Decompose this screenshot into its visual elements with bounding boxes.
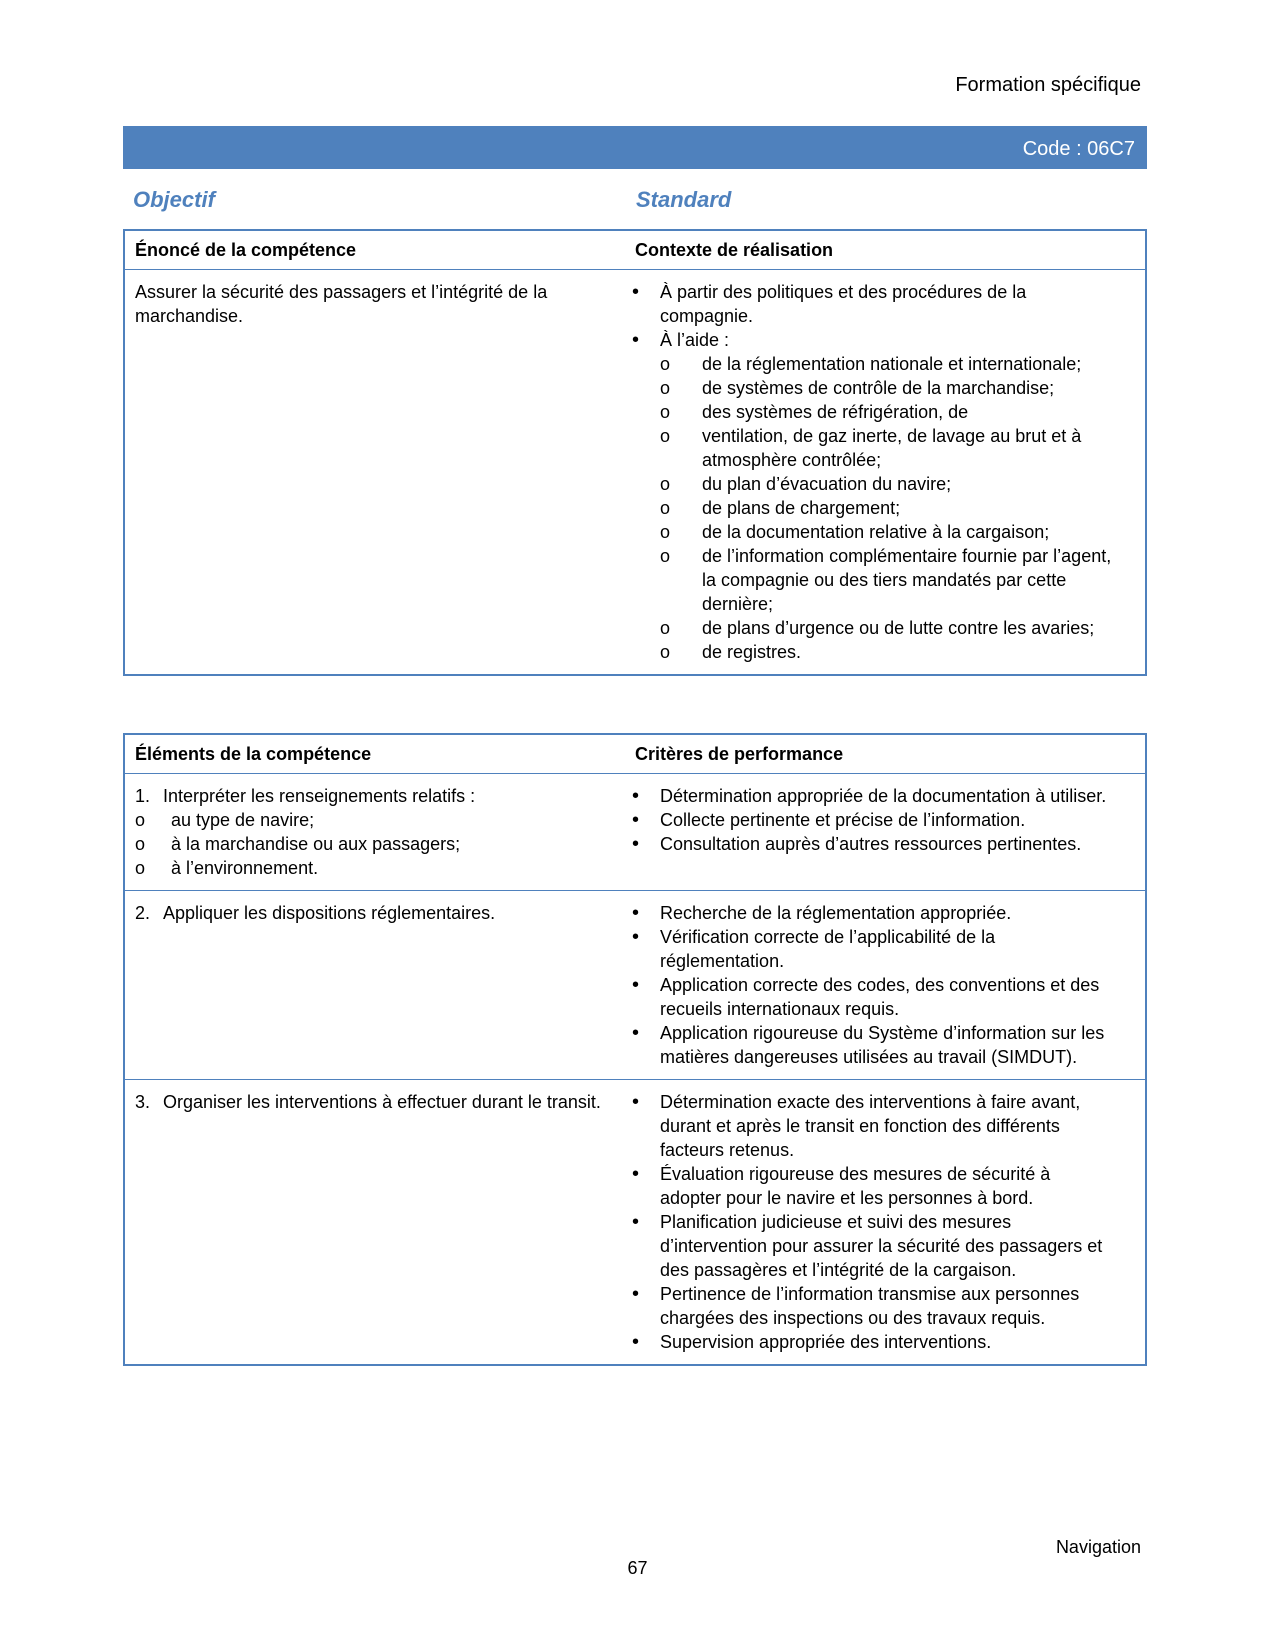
context-sublist xyxy=(660,352,1115,664)
criteria-item: • Collecte pertinente et précise de l’information. xyxy=(630,808,1115,832)
element-text: Interpréter les renseignements relatifs : xyxy=(163,786,476,806)
elements-header: Éléments de la compétence xyxy=(124,734,625,774)
performance-table xyxy=(123,733,1147,1366)
page-number: 67 xyxy=(627,1558,648,1578)
context-subitem: o de la réglementation nationale et internationale; xyxy=(660,352,1115,376)
criteria-item: • Planification judicieuse et suivi des mesures d’intervention pour assurer la sécurité des passagers et des passagères et l’intégrité de la cargaison. xyxy=(630,1210,1115,1282)
performance-body xyxy=(124,774,1146,1366)
element-subitem: o au type de navire; xyxy=(135,808,615,832)
criteria-item: • Application rigoureuse du Système d’information sur les matières dangereuses utilisées au travail (SIMDUT). xyxy=(630,1021,1115,1069)
criteria-item: • Recherche de la réglementation appropriée. xyxy=(630,901,1115,925)
standard-row xyxy=(124,270,1146,676)
criteria-item: • Détermination exacte des interventions à faire avant, durant et après le transit en fonction des différents facteurs retenus. xyxy=(630,1090,1115,1162)
context-item-text: À partir des politiques et des procédures de la compagnie. xyxy=(660,282,1027,326)
context-subitem: o de systèmes de contrôle de la marchandise; xyxy=(660,376,1115,400)
performance-row xyxy=(124,1080,1146,1366)
context-subitem: o de plans de chargement; xyxy=(660,496,1115,520)
criteria-item: • Évaluation rigoureuse des mesures de sécurité à adopter pour le navire et les personnes à bord. xyxy=(630,1162,1115,1210)
context-subitem: o de registres. xyxy=(660,640,1115,664)
element-text: Appliquer les dispositions réglementaires. xyxy=(163,903,496,923)
context-cell xyxy=(625,270,1146,676)
criteria-cell xyxy=(625,1080,1146,1366)
competence-text: Assurer la sécurité des passagers et l’intégrité de la marchandise. xyxy=(135,282,548,326)
objective-label: Objectif xyxy=(133,187,215,212)
element-sublist xyxy=(135,808,615,880)
context-item xyxy=(630,280,1115,328)
criteria-item: • Pertinence de l’information transmise aux personnes chargées des inspections ou des travaux requis. xyxy=(630,1282,1115,1330)
criteria-item: • Application correcte des codes, des conventions et des recueils internationaux requis. xyxy=(630,973,1115,1021)
element-title xyxy=(135,901,615,925)
context-list xyxy=(630,280,1115,664)
element-number: 1. xyxy=(135,786,151,806)
criteria-cell xyxy=(625,891,1146,1080)
criteria-list xyxy=(630,1090,1115,1354)
criteria-header: Critères de performance xyxy=(625,734,1146,774)
performance-row xyxy=(124,774,1146,891)
standard-header-row xyxy=(124,230,1146,270)
criteria-item: • Consultation auprès d’autres ressources pertinentes. xyxy=(630,832,1115,856)
context-header: Contexte de réalisation xyxy=(625,230,1146,270)
context-subitem: o du plan d’évacuation du navire; xyxy=(660,472,1115,496)
element-text: Organiser les interventions à effectuer durant le transit. xyxy=(163,1092,601,1112)
criteria-list xyxy=(630,901,1115,1069)
criteria-item: • Supervision appropriée des interventions. xyxy=(630,1330,1115,1354)
element-cell xyxy=(124,891,625,1080)
criteria-list xyxy=(630,784,1115,856)
element-title xyxy=(135,1090,615,1114)
context-item-text: À l’aide : xyxy=(660,330,730,350)
element-cell xyxy=(124,1080,625,1366)
element-title xyxy=(135,784,615,808)
context-subitem: o ventilation, de gaz inerte, de lavage au brut et à atmosphère contrôlée; xyxy=(660,424,1115,472)
performance-header-row xyxy=(124,734,1146,774)
context-subitem: o de plans d’urgence ou de lutte contre les avaries; xyxy=(660,616,1115,640)
criteria-item: • Vérification correcte de l’applicabilité de la réglementation. xyxy=(630,925,1115,973)
code-banner xyxy=(123,126,1147,169)
context-subitem: o de la documentation relative à la cargaison; xyxy=(660,520,1115,544)
context-subitem: o de l’information complémentaire fournie par l’agent, la compagnie ou des tiers mandatés par cette dernière; xyxy=(660,544,1115,616)
element-number: 2. xyxy=(135,903,151,923)
context-subitem: o des systèmes de réfrigération, de xyxy=(660,400,1115,424)
context-item xyxy=(630,328,1115,664)
standard-table xyxy=(123,229,1147,676)
element-subitem: o à l’environnement. xyxy=(135,856,615,880)
criteria-item: • Détermination appropriée de la documentation à utiliser. xyxy=(630,784,1115,808)
element-number: 3. xyxy=(135,1092,151,1112)
criteria-cell xyxy=(625,774,1146,891)
element-subitem: o à la marchandise ou aux passagers; xyxy=(135,832,615,856)
competence-header: Énoncé de la compétence xyxy=(124,230,625,270)
performance-row xyxy=(124,891,1146,1080)
element-cell xyxy=(124,774,625,891)
standard-label: Standard xyxy=(636,187,732,212)
code-label: Code : 06C7 xyxy=(1022,138,1135,160)
section-title: Formation spécifique xyxy=(955,74,1141,96)
navigation-link[interactable]: Navigation xyxy=(1055,1537,1141,1557)
